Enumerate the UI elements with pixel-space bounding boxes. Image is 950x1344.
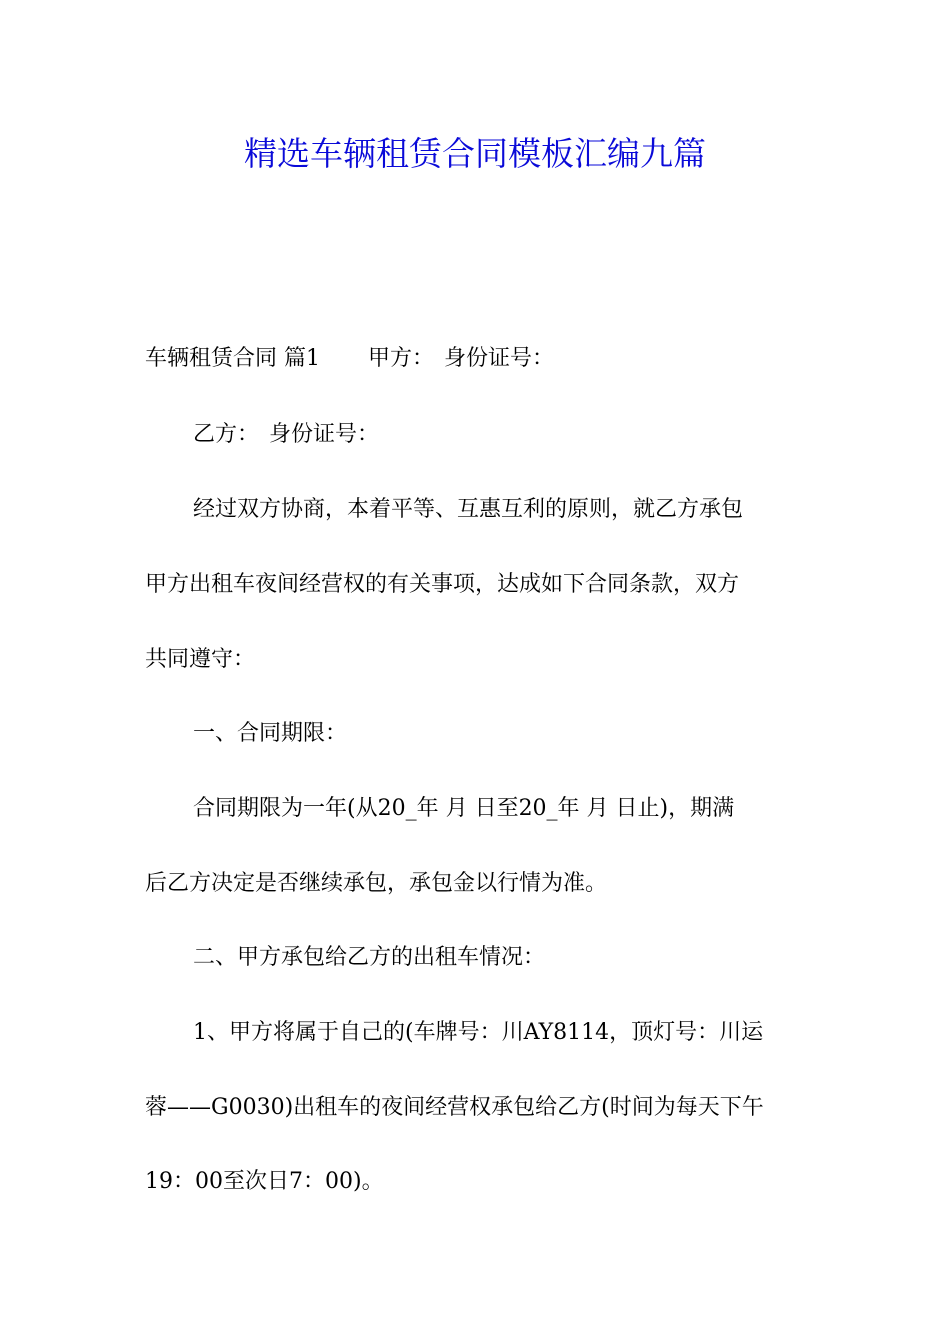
paragraph-line: 19：00至次日7：00)。 xyxy=(145,1169,384,1194)
document-title: 精选车辆租赁合同模板汇编九篇 xyxy=(244,134,706,173)
paragraph-line: 蓉——G0030)出租车的夜间经营权承包给乙方(时间为每天下午 xyxy=(145,1095,764,1120)
contract-heading: 车辆租赁合同 篇1 xyxy=(145,346,320,371)
party-b-line xyxy=(193,420,379,450)
party-b-label: 乙方： xyxy=(193,422,260,447)
paragraph-line: 甲方出租车夜间经营权的有关事项，达成如下合同条款，双方 xyxy=(145,572,740,597)
paragraph-line: 1、甲方将属于自己的(车牌号：川AY8114，顶灯号：川运 xyxy=(193,1020,764,1045)
section-heading: 二、甲方承包给乙方的出租车情况： xyxy=(193,945,546,970)
section-heading: 一、合同期限： xyxy=(193,721,348,746)
party-b-id-label: 身份证号： xyxy=(269,422,380,447)
paragraph-line: 合同期限为一年(从20_年 月 日至20_年 月 日止)，期满 xyxy=(193,796,735,821)
paragraph-line: 经过双方协商，本着平等、互惠互利的原则，就乙方承包 xyxy=(193,497,744,522)
paragraph-line: 后乙方决定是否继续承包，承包金以行情为准。 xyxy=(145,871,608,896)
party-a-label: 甲方： xyxy=(368,346,435,371)
heading-line xyxy=(145,344,554,374)
party-a-id-label: 身份证号： xyxy=(444,346,555,371)
paragraph-line: 共同遵守： xyxy=(145,647,256,672)
